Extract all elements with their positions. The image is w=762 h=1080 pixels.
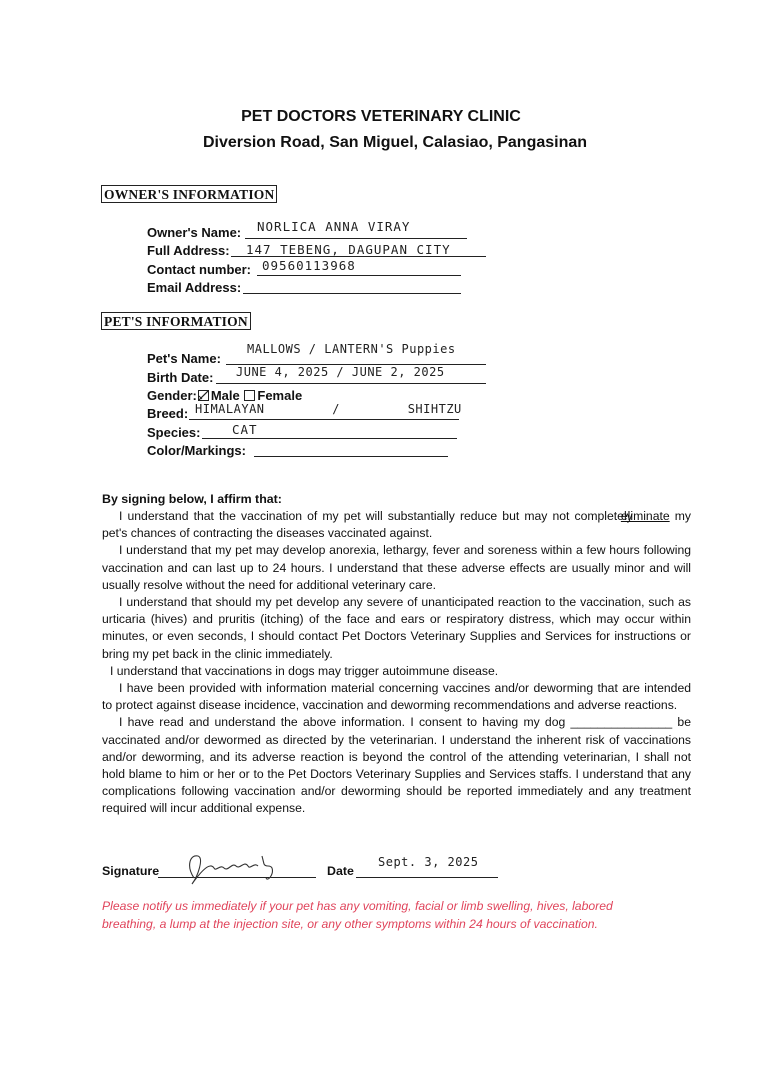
male-checkbox[interactable]: [198, 390, 209, 401]
pet-name-label: Pet's Name:: [147, 351, 221, 366]
contact-number-value[interactable]: 09560113968: [262, 258, 356, 273]
signature-scribble[interactable]: [180, 848, 290, 888]
affirm-body: [102, 508, 691, 818]
color-markings-label: Color/Markings:: [147, 443, 246, 458]
checkmark-icon: [199, 391, 208, 400]
contact-number-line: [257, 275, 461, 276]
affirm-paragraph-5: I have been provided with information material concerning vaccines and/or deworming that are intended to protect against disease incidence, vaccination and deworming recommendations and adverse reactions.: [102, 681, 691, 713]
affirm-paragraph-6: I have read and understand the above information. I consent to having my dog _______________ be vaccinated and/or dewormed as directed by the veterinarian. I understand the inherent risk of vaccinations and/or deworming, and its adverse reaction is beyond the control of the attending veterinarian, I shall not hold blame to him or her or to the Pet Doctors Veterinary Supplies and Services staffs. I understand that any complications following vaccination and/or deworming should be reported immediately and any treatment required will incur additional expense.: [102, 715, 691, 816]
owner-section-heading: OWNER'S INFORMATION: [101, 185, 277, 203]
affirm-paragraph-1: [102, 508, 691, 542]
gender-female-label: Female: [257, 388, 303, 403]
breed-line: [189, 419, 459, 420]
pet-name-value[interactable]: MALLOWS / LANTERN'S Puppies: [247, 342, 456, 356]
species-line: [202, 438, 457, 439]
owner-name-line: [245, 238, 467, 239]
clinic-name: PET DOCTORS VETERINARY CLINIC: [241, 108, 521, 125]
birth-date-line: [216, 383, 486, 384]
affirm-p1-underlined: eliminate: [620, 509, 670, 523]
color-markings-line: [254, 456, 448, 457]
pet-section-heading: PET'S INFORMATION: [101, 312, 251, 330]
birth-date-label: Birth Date:: [147, 370, 214, 385]
affirm-p1-rest: my pet's chances of contracting the diseases vaccinated against.: [102, 509, 692, 541]
female-checkbox[interactable]: [244, 390, 255, 401]
signature-label: Signature: [102, 864, 160, 878]
species-label: Species:: [147, 425, 201, 440]
gender-row: [147, 388, 302, 403]
affirm-paragraph-2: I understand that my pet may develop anorexia, lethargy, fever and soreness within a few hours following vaccination and can last up to 24 hours. I understand that these adverse effects are usually minor and will usually resolve without the need for additional veterinary care.: [102, 543, 691, 592]
date-label: Date: [327, 864, 354, 878]
date-value[interactable]: Sept. 3, 2025: [378, 855, 479, 869]
full-address-value[interactable]: 147 TEBENG, DAGUPAN CITY: [246, 242, 451, 257]
birth-date-value[interactable]: JUNE 4, 2025 / JUNE 2, 2025: [236, 365, 445, 379]
full-address-label: Full Address:: [147, 243, 230, 258]
email-address-line: [243, 293, 461, 294]
affirm-paragraph-4: I understand that vaccinations in dogs may trigger autoimmune disease.: [110, 663, 499, 678]
contact-number-label: Contact number:: [147, 262, 251, 277]
affirm-intro: By signing below, I affirm that:: [102, 492, 282, 506]
affirm-paragraph-3: I understand that should my pet develop any severe of unanticipated reaction to the vaccination, such as urticaria (hives) and pruritis (itching) of the face and ears or respiratory distress, which may occur within minutes, or even seconds, I should contact Pet Doctors Veterinary Supplies and Services for instructions or bring my pet back in the clinic immediately.: [102, 595, 691, 661]
breed-value[interactable]: HIMALAYAN / SHIHTZU: [195, 402, 462, 416]
affirm-p1-text: I understand that the vaccination of my pet will substantially reduce but may not completely: [119, 509, 633, 523]
email-address-label: Email Address:: [147, 280, 242, 295]
gender-male-label: Male: [210, 388, 240, 403]
owner-name-value[interactable]: NORLICA ANNA VIRAY: [257, 219, 411, 234]
notice-text: Please notify us immediately if your pet has any vomiting, facial or limb swelling, hives, labored breathing, a lump at the injection site, or any other symptoms within 24 hours of vaccination.: [102, 899, 613, 931]
gender-label: Gender:: [147, 388, 197, 403]
owner-name-label: Owner's Name:: [147, 225, 242, 240]
breed-label: Breed:: [147, 406, 189, 421]
date-line: [356, 877, 498, 878]
species-value[interactable]: CAT: [232, 422, 258, 437]
clinic-address: Diversion Road, San Miguel, Calasiao, Pangasinan: [202, 134, 588, 151]
